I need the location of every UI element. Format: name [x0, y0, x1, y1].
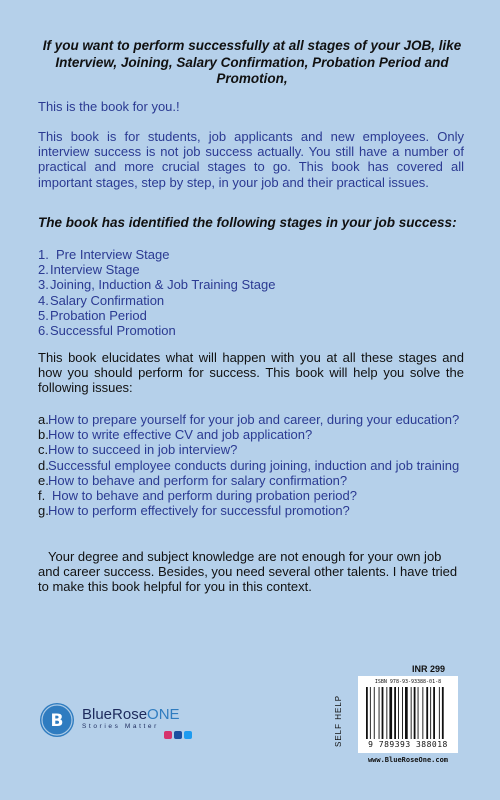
list-item: 4. Salary Confirmation — [38, 292, 165, 308]
stages-heading: The book has identified the following stages in your job success: — [38, 215, 457, 230]
price-label: INR 299 — [412, 664, 446, 674]
publisher-tagline: Stories Matter — [82, 723, 159, 730]
isbn-label: ISBN 978-93-93388-01-8 — [374, 679, 442, 685]
list-item: f. How to behave and perform during probation period? — [38, 488, 357, 504]
social-icons — [164, 731, 192, 739]
isbn-barcode — [358, 676, 458, 753]
list-item: 3. Joining, Induction & Job Training Stage — [38, 277, 276, 293]
facebook-icon — [174, 731, 182, 739]
stages-list — [38, 247, 464, 338]
list-item: b. How to write effective CV and job application? — [38, 427, 313, 443]
twitter-icon — [184, 731, 192, 739]
logo-letter: B — [50, 711, 64, 731]
for-you-line: This is the book for you.! — [38, 99, 180, 114]
list-item: c. How to succeed in job interview? — [38, 442, 238, 458]
issues-list — [38, 412, 464, 518]
intro-heading: If you want to perform successfully at all stages of your JOB, like Interview, Joining, Salary Confirmation, Probation Period and Promotion, — [42, 38, 462, 86]
list-item: a. How to prepare yourself for your job and career, during your education? — [38, 412, 460, 427]
list-item: g. How to perform effectively for successful promotion? — [38, 503, 350, 519]
category-label: SELF HELP — [334, 694, 343, 748]
closing-paragraph: Your degree and subject knowledge are not enough for your own job and career success. Besides, you need several other talents. I have tried to make this book helpful for you in this context. — [38, 549, 458, 595]
isbn-number: 9 789393 388018 — [368, 740, 448, 749]
publisher-name: BlueRoseONE — [82, 706, 180, 723]
list-item: e. How to behave and perform for salary confirmation? — [38, 472, 348, 488]
barcode-bars — [366, 687, 450, 739]
instagram-icon — [164, 731, 172, 739]
list-item: 2. Interview Stage — [38, 262, 140, 278]
list-item: d. Successful employee conducts during joining, induction and job training — [38, 457, 460, 473]
description-paragraph: This book is for students, job applicants and new employees. Only interview success is not job success actually. You still have a number of practical and more crucial stages to go. This book has covered all important stages, step by step, in your job and their practical issues. — [38, 129, 464, 190]
publisher-logo-icon — [40, 703, 74, 737]
list-item: 1. Pre Interview Stage — [38, 247, 170, 262]
elucidation-paragraph: This book elucidates what will happen with you at all these stages and how you should perform for success. This book will help you solve the following issues: — [38, 350, 464, 396]
list-item: 6. Successful Promotion — [38, 323, 176, 339]
list-item: 5. Probation Period — [38, 307, 147, 323]
publisher-website: www.BlueRoseOne.com — [367, 756, 449, 764]
